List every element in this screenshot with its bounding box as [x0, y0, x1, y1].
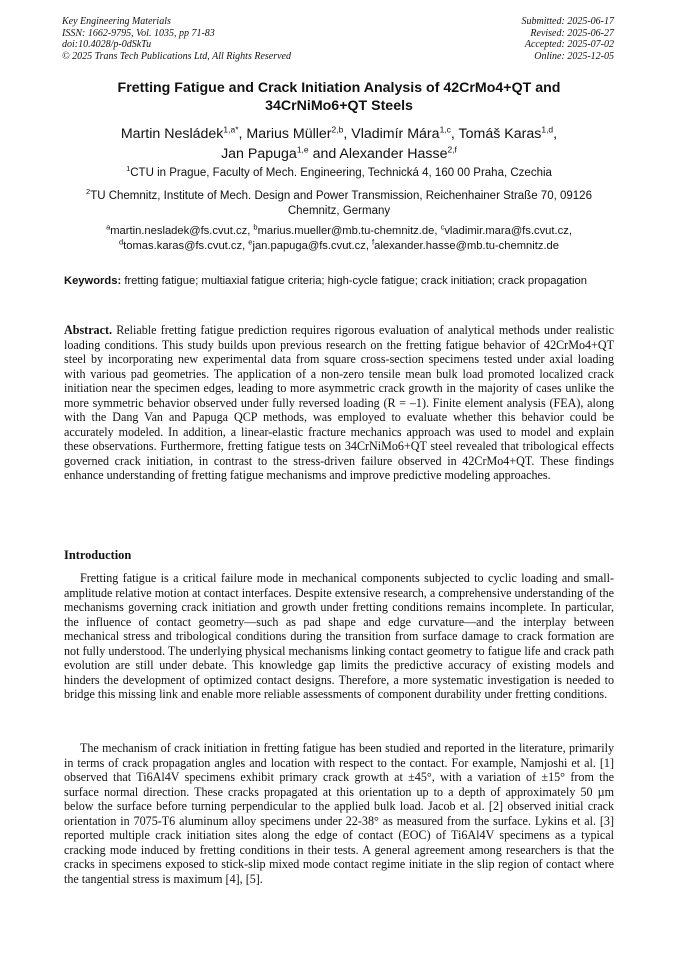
author-affiliation-mark: 1,a* — [223, 124, 239, 135]
email-mark: e — [248, 237, 253, 247]
intro-paragraph-2: The mechanism of crack initiation in fretting fatigue has been studied and reported in the literature, primarily in terms of crack propagation angles and location with respect to the contact. For example, Namjoshi et al. [1] observed that Ti6Al4V specimens exhibit primary crack growth at ±45°, with a variation of ±15° from the surface normal direction. These cracks propagated at this orientation up to a depth of approximately 50 µm below the surface before turning perpendicular to the applied bulk load. Jacob et al. [2] observed initial crack orientation in 7075-T6 aluminum alloy specimens under 22-38° as measured from the surface. Lykins et al. [3] reported multiple crack initiation sites along the edge of contact (EOC) of Ti6Al4V specimens as a typical cracking mode induced by fretting conditions in their tests. A general agreement among researchers is that the cracks in specimens exposed to stick-slip mixed mode contact regime initiate in the slip region of contact where the tangential stress is maximum [4], [5]. — [64, 741, 614, 886]
email-separator: , — [568, 225, 572, 237]
journal-info — [62, 16, 291, 62]
section-heading-introduction: Introduction — [64, 548, 132, 562]
accepted-date: Accepted: 2025-07-02 — [524, 39, 614, 51]
author-name: Marius Müller — [246, 126, 332, 142]
email-mark: d — [118, 237, 124, 247]
email-link[interactable]: martin.nesladek@fs.cvut.cz — [110, 225, 248, 237]
intro-paragraph-1: Fretting fatigue is a critical failure mode in mechanical components subjected to cyclic loading and small-amplitude relative motion at contact interfaces. Despite extensive research, a comprehensive understanding of the mechanisms governing crack initiation and growth under fretting conditions remains incomplete. In particular, the influence of contact geometry—such as pad shape and edge curvature—and the interplay between mechanical stress and tribological conditions during the transition from surface damage to crack formation are not fully understood. The underlying physical mechanisms linking contact geometry to fatigue life and crack path evolution are still under debate. This knowledge gap limits the predictive accuracy of existing models and hinders the development of optimized contact designs. Therefore, a more systematic investigation is needed to bridge this missing link and enable more reliable assessments of component durability under fretting conditions. — [64, 571, 614, 702]
email-link[interactable]: marius.mueller@mb.tu-chemnitz.de — [257, 225, 435, 237]
keywords-label: Keywords: — [64, 275, 122, 287]
email-mark: a — [106, 222, 111, 232]
author-affiliation-mark: 1,e — [296, 144, 309, 155]
journal-name: Key Engineering Materials — [62, 16, 171, 27]
issn-volume: ISSN: 1662-9795, Vol. 1035, pp 71-83 — [62, 27, 215, 39]
affiliation-2 — [64, 189, 614, 219]
affiliation-text: TU Chemnitz, Institute of Mech. Design and Power Transmission, Reichenhainer Straße 70, 09126 Chemnitz, Germany — [90, 190, 592, 217]
author-name: Jan Papuga — [221, 146, 297, 162]
affiliation-mark: 1 — [126, 164, 131, 174]
online-date: Online: 2025-12-05 — [534, 50, 614, 62]
email-separator: , — [434, 225, 441, 237]
email-link[interactable]: tomas.karas@fs.cvut.cz — [123, 240, 243, 252]
author-separator: and — [308, 146, 340, 162]
abstract-text: Reliable fretting fatigue prediction requires rigorous evaluation of analytical methods under realistic loading conditions. This study builds upon previous research on the fretting fatigue behavior of 42CrMo4+QT steel by incorporating new experimental data from square cross-section specimens tested under axial loading with various pad geometries. The application of a non-zero tensile mean bulk load promoted localized crack initiation near the specimen edges, leading to more asymmetric crack growth in the majority of cases unlike the more symmetric behavior observed under fully reversed loading (R = –1). Finite element analysis (FEA), along with the Dang Van and Papuga QCP methods, was employed to evaluate whether this behavior could be accurately modeled. In addition, a linear-elastic fracture mechanics approach was used to model and explain these observations. Furthermore, fretting fatigue tests on 34CrNiMo6+QT steel revealed that tribological effects governed crack initiation, in contrast to the stress-driven failure observed in 42CrMo4+QT. These findings enhance understanding of fretting fatigue mechanisms and improve predictive modeling approaches. — [64, 323, 614, 483]
author-affiliation-mark: 1,c — [439, 124, 451, 135]
title-line-2: 34CrNiMo6+QT Steels — [265, 97, 413, 114]
author-affiliation-mark: 2,b — [331, 124, 344, 135]
author-name: Tomáš Karas — [458, 126, 542, 142]
email-link[interactable]: vladimir.mara@fs.cvut.cz — [444, 225, 569, 237]
abstract — [64, 323, 614, 483]
copyright: © 2025 Trans Tech Publications Ltd, All Rights Reserved — [62, 50, 291, 62]
author-affiliation-mark: 2,f — [447, 144, 457, 155]
author-affiliation-mark: 1,d — [541, 124, 554, 135]
email-mark: f — [372, 237, 375, 247]
submitted-date: Submitted: 2025-06-17 — [521, 16, 614, 27]
author-name: Martin Nesládek — [120, 126, 224, 142]
affiliation-mark: 2 — [86, 187, 91, 197]
email-mark: b — [253, 222, 258, 232]
author-separator: , — [450, 126, 459, 142]
email-separator: , — [247, 225, 254, 237]
keywords-text: fretting fatigue; multiaxial fatigue criteria; high-cycle fatigue; crack initiation; crack propagation — [124, 275, 587, 287]
email-link[interactable]: alexander.hasse@mb.tu-chemnitz.de — [374, 240, 560, 252]
affiliation-text: CTU in Prague, Faculty of Mech. Engineering, Technická 4, 160 00 Praha, Czechia — [130, 167, 552, 179]
keywords — [64, 274, 614, 288]
title-line-1: Fretting Fatigue and Crack Initiation Analysis of 42CrMo4+QT and — [117, 80, 561, 96]
publication-dates — [522, 16, 615, 62]
author-separator: , — [553, 126, 558, 142]
email-separator: , — [365, 240, 373, 252]
author-emails — [64, 224, 614, 254]
author-separator: , — [238, 126, 247, 142]
revised-date: Revised: 2025-06-27 — [530, 27, 614, 39]
paper-title — [64, 80, 614, 115]
abstract-label: Abstract. — [64, 323, 113, 337]
email-separator: , — [242, 240, 249, 252]
email-mark: c — [440, 222, 445, 232]
author-separator: , — [343, 126, 352, 142]
affiliation-1 — [64, 166, 614, 181]
author-name: Alexander Hasse — [339, 146, 448, 162]
email-link[interactable]: jan.papuga@fs.cvut.cz — [252, 240, 366, 252]
author-name: Vladimír Mára — [351, 126, 440, 142]
doi[interactable]: doi:10.4028/p-0dSkTu — [62, 39, 152, 51]
author-list — [64, 124, 614, 164]
